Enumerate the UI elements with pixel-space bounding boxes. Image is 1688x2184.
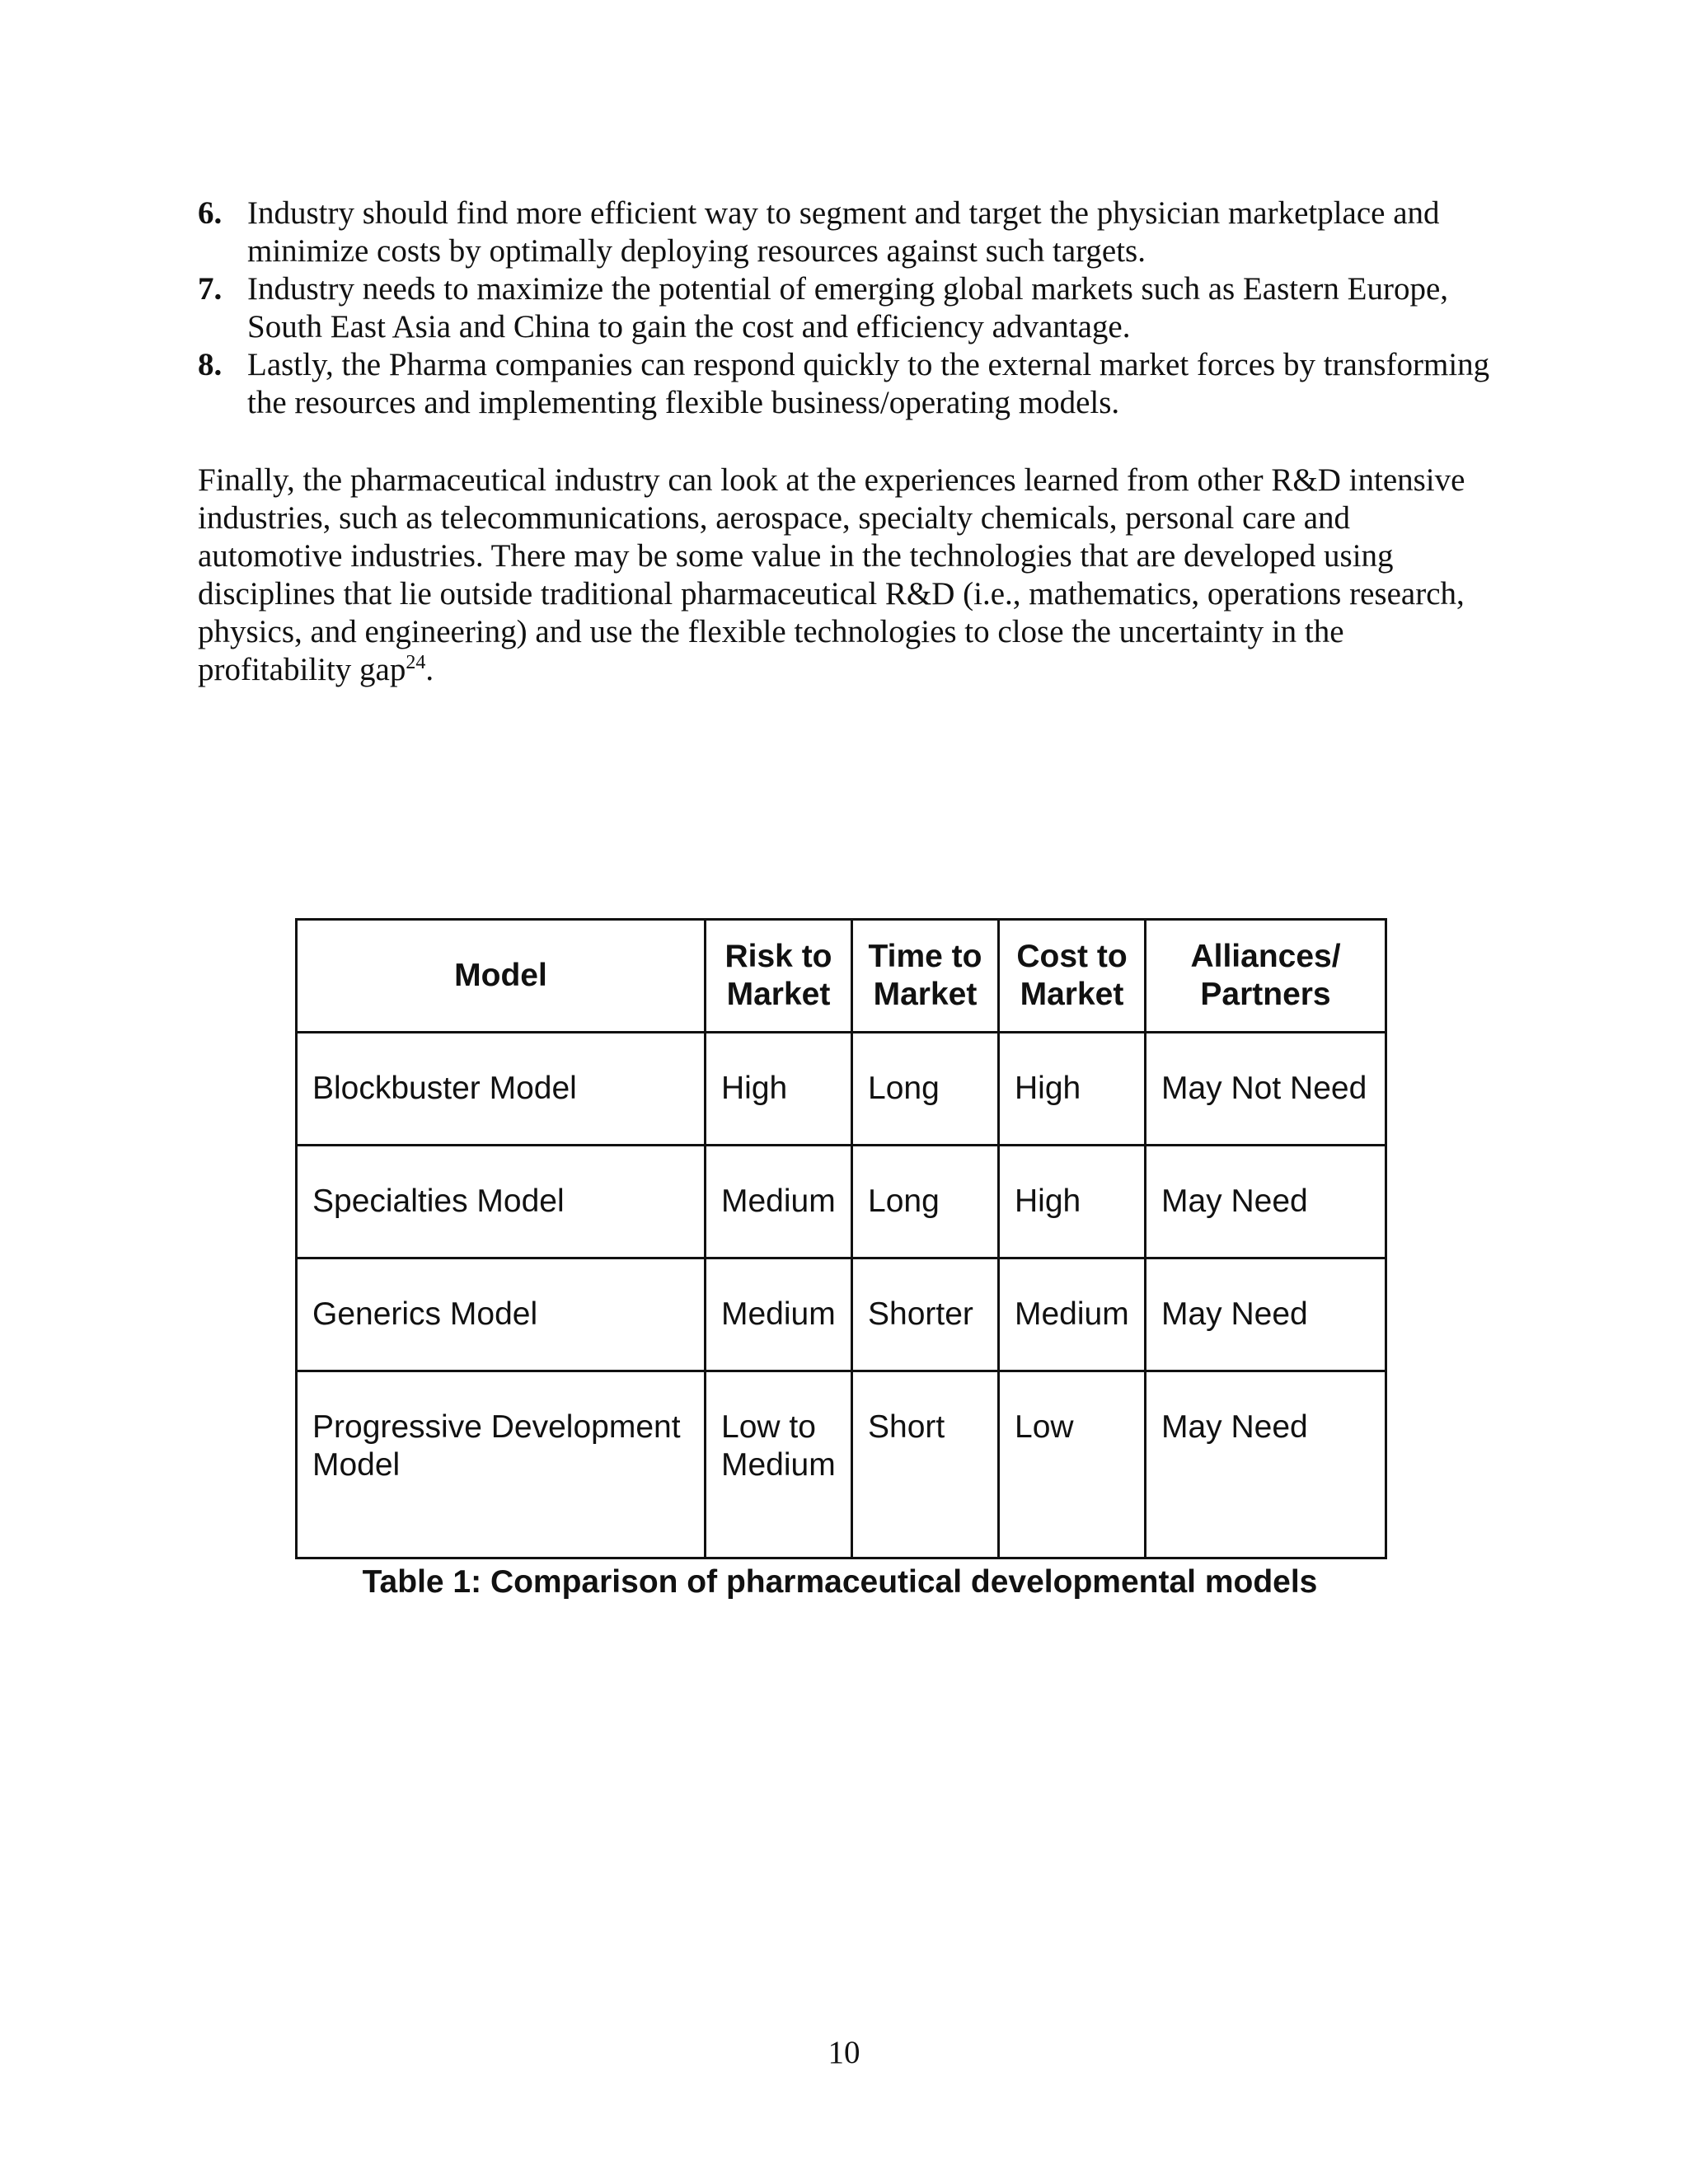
cell-alliances: May Not Need — [1146, 1033, 1386, 1146]
table-row — [297, 1258, 1386, 1371]
header-cost-to-market: Cost to Market — [999, 920, 1146, 1033]
list-item — [198, 194, 1500, 270]
cell-cost: Low — [999, 1371, 1146, 1558]
table-row — [297, 1146, 1386, 1258]
table-row — [297, 1033, 1386, 1146]
cell-cost: High — [999, 1146, 1146, 1258]
cell-time: Long — [852, 1146, 999, 1258]
body-paragraph — [198, 462, 1500, 689]
cell-time: Long — [852, 1033, 999, 1146]
list-item-text: Industry should find more efficient way to segment and target the physician marketplace and minimize costs by optimally deploying resources against such targets. — [247, 195, 1440, 269]
list-item-number: 7. — [198, 271, 223, 307]
cell-model: Generics Model — [297, 1258, 706, 1371]
cell-model: Progressive Development Model — [297, 1371, 706, 1558]
cell-time: Shorter — [852, 1258, 999, 1371]
header-time-to-market: Time to Market — [852, 920, 999, 1033]
list-item-number: 6. — [198, 195, 223, 231]
paragraph-text: Finally, the pharmaceutical industry can look at the experiences learned from other R&D intensive industries, such as telecommunications, aerospace, specialty chemicals, personal care and automotive industries. There may be some value in the technologies that are developed using disciplines that lie outside traditional pharmaceutical R&D (i.e., mathematics, operations research, physics, and engineering) and use the flexible technologies to close the uncertainty in the profitability gap — [198, 462, 1465, 687]
cell-risk: Low to Medium — [706, 1371, 852, 1558]
cell-alliances: May Need — [1146, 1146, 1386, 1258]
table-header-row — [297, 920, 1386, 1033]
header-model: Model — [297, 920, 706, 1033]
cell-risk: High — [706, 1033, 852, 1146]
list-item — [198, 346, 1500, 422]
header-alliances-partners: Alliances/ Partners — [1146, 920, 1386, 1033]
paragraph-end: . — [425, 652, 434, 687]
header-risk-to-market: Risk to Market — [706, 920, 852, 1033]
cell-time: Short — [852, 1371, 999, 1558]
cell-cost: Medium — [999, 1258, 1146, 1371]
table-caption: Table 1: Comparison of pharmaceutical developmental models — [362, 1564, 1318, 1600]
page-number: 10 — [828, 2035, 860, 2070]
citation-superscript: 24 — [406, 652, 426, 673]
list-item-text: Industry needs to maximize the potential of emerging global markets such as Eastern Europe, South East Asia and China to gain the cost and efficiency advantage. — [247, 271, 1449, 344]
cell-model: Specialties Model — [297, 1146, 706, 1258]
list-item — [198, 270, 1500, 346]
models-comparison-table — [295, 918, 1387, 1559]
cell-cost: High — [999, 1033, 1146, 1146]
cell-model: Blockbuster Model — [297, 1033, 706, 1146]
list-item-number: 8. — [198, 347, 223, 382]
table-row — [297, 1371, 1386, 1558]
cell-alliances: May Need — [1146, 1371, 1386, 1558]
cell-risk: Medium — [706, 1146, 852, 1258]
numbered-list — [198, 194, 1500, 422]
list-item-text: Lastly, the Pharma companies can respond quickly to the external market forces by transforming the resources and implementing flexible business/operating models. — [247, 347, 1490, 420]
cell-alliances: May Need — [1146, 1258, 1386, 1371]
cell-risk: Medium — [706, 1258, 852, 1371]
